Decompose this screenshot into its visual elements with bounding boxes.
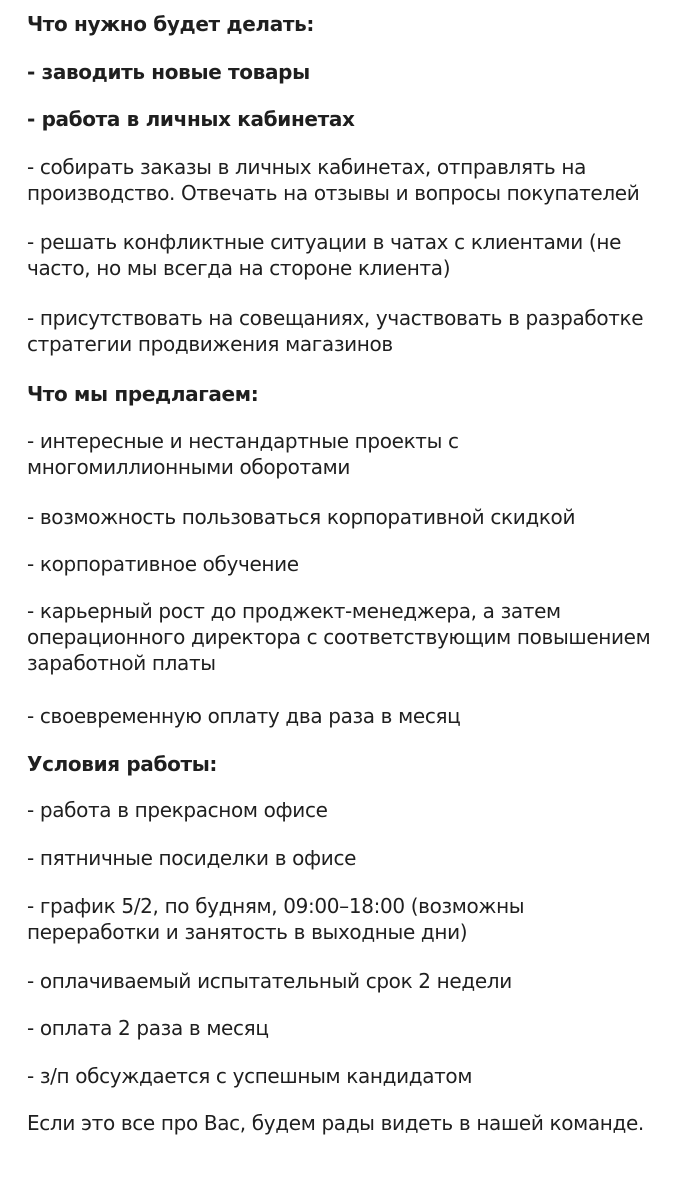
- offer-item-line: многомиллионными оборотами: [27, 455, 351, 479]
- condition-item: [27, 893, 524, 945]
- duty-item: [27, 229, 621, 281]
- offer-item: [27, 428, 459, 480]
- duty-bold-item: - заводить новые товары: [27, 60, 310, 84]
- condition-item: [27, 968, 512, 994]
- condition-item: [27, 797, 328, 823]
- duty-item-line: - решать конфликтные ситуации в чатах с клиентами (не: [27, 230, 622, 254]
- duty-item: [27, 154, 639, 206]
- offer-item: [27, 504, 575, 530]
- closing-text: Если это все про Вас, будем рады видеть в нашей команде.: [27, 1111, 644, 1135]
- duty-item-line: - присутствовать на совещаниях, участвовать в разработке: [27, 306, 644, 330]
- condition-item: [27, 1063, 472, 1089]
- offer-item: [27, 551, 299, 577]
- condition-item-line: - график 5/2, по будням, 09:00–18:00 (возможны: [27, 894, 525, 918]
- condition-item: [27, 1015, 269, 1041]
- offer-item-line: - возможность пользоваться корпоративной скидкой: [27, 505, 576, 529]
- offer-item-line: - корпоративное обучение: [27, 552, 299, 576]
- offer-item: [27, 703, 460, 729]
- duty-item-line: часто, но мы всегда на стороне клиента): [27, 256, 451, 280]
- condition-item: [27, 845, 356, 871]
- duty-item-line: стратегии продвижения магазинов: [27, 332, 393, 356]
- condition-item-line: переработки и занятость в выходные дни): [27, 920, 468, 944]
- duty-bold-item: - работа в личных кабинетах: [27, 107, 355, 131]
- condition-item-line: - пятничные посиделки в офисе: [27, 846, 357, 870]
- offer-item-line: заработной платы: [27, 651, 216, 675]
- conditions-heading: Условия работы:: [27, 752, 218, 776]
- offer-item-line: - карьерный рост до проджект-менеджера, а затем: [27, 599, 561, 623]
- condition-item-line: - з/п обсуждается с успешным кандидатом: [27, 1064, 473, 1088]
- offer-item-line: операционного директора с соответствующим повышением: [27, 625, 651, 649]
- offer-heading: Что мы предлагаем:: [27, 382, 259, 406]
- duty-item: [27, 305, 643, 357]
- duty-item-line: производство. Отвечать на отзывы и вопросы покупателей: [27, 181, 640, 205]
- condition-item-line: - работа в прекрасном офисе: [27, 798, 328, 822]
- condition-item-line: - оплата 2 раза в месяц: [27, 1016, 269, 1040]
- duty-item-line: - собирать заказы в личных кабинетах, отправлять на: [27, 155, 586, 179]
- offer-item: [27, 598, 650, 676]
- offer-item-line: - интересные и нестандартные проекты с: [27, 429, 459, 453]
- duties-heading: Что нужно будет делать:: [27, 12, 315, 36]
- offer-item-line: - своевременную оплату два раза в месяц: [27, 704, 461, 728]
- condition-item-line: - оплачиваемый испытательный срок 2 недели: [27, 969, 512, 993]
